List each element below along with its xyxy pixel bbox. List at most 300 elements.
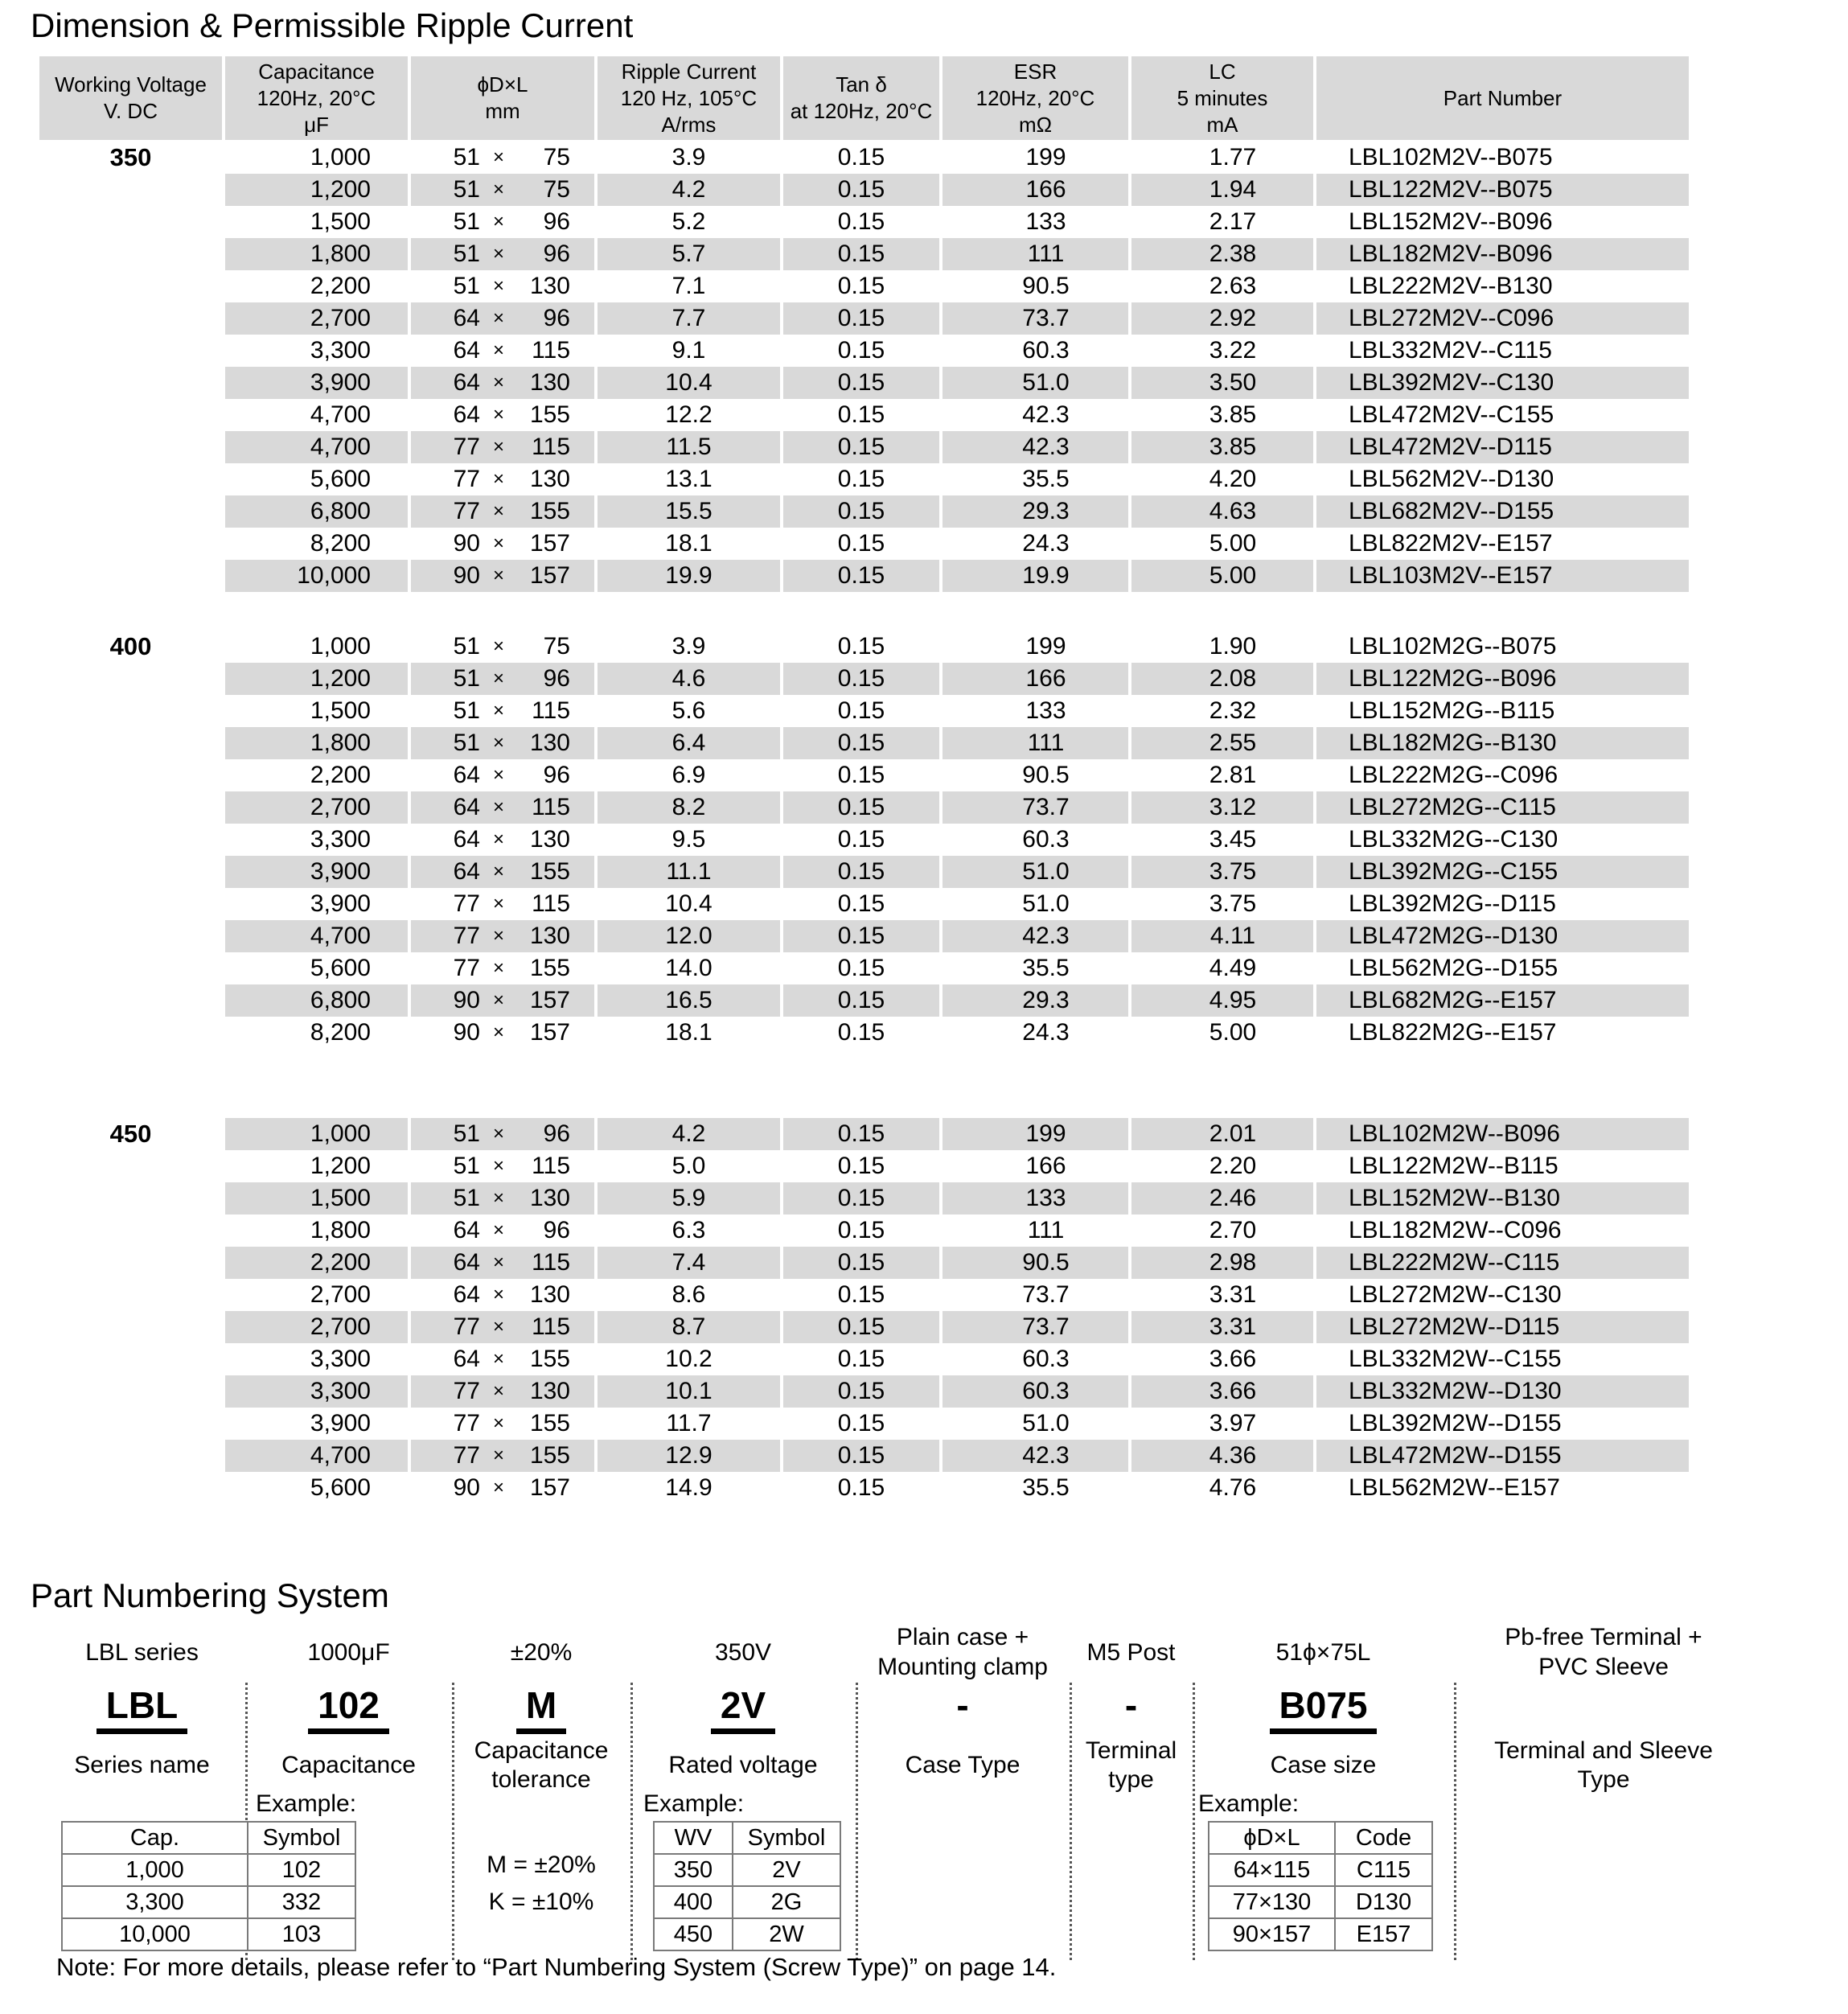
- dimension-length: 157: [529, 1019, 570, 1046]
- multiply-sign: ×: [492, 828, 504, 850]
- label-line: tolerance: [491, 1766, 591, 1793]
- cell-part-number: LBL472M2V--D115: [1316, 431, 1689, 463]
- cell-capacitance: 1,000: [310, 144, 371, 171]
- cell-part-number: LBL472M2G--D130: [1316, 920, 1689, 952]
- cell-capacitance: 1,800: [225, 238, 408, 270]
- pns-code-case-size: B075: [1270, 1683, 1378, 1734]
- pns-code-case-type: -: [956, 1684, 969, 1726]
- header-line: ESR: [1013, 59, 1057, 84]
- cell-capacitance: 3,900: [225, 856, 408, 888]
- example-label-case-size: Example:: [1198, 1790, 1300, 1817]
- cell-lc: 3.50: [1131, 367, 1313, 399]
- table-row: [39, 560, 1692, 592]
- cell-dimension: [411, 759, 594, 791]
- label-line: Rated voltage: [668, 1752, 818, 1778]
- mini-cell: 350: [654, 1854, 733, 1886]
- pns-example-terminal-sleeve-type: [1454, 1621, 1753, 1683]
- dimension-length: 115: [532, 794, 570, 820]
- table-row: [39, 663, 1692, 695]
- mini-row: [62, 1854, 355, 1886]
- dimension-length: 96: [543, 305, 570, 331]
- multiply-sign: ×: [492, 1348, 504, 1370]
- dotted-separator: [1454, 1683, 1456, 1960]
- mini-cell: 90×157: [1209, 1918, 1335, 1950]
- cell-ripple-current: 4.2: [598, 1118, 780, 1150]
- cell-dimension: [411, 920, 594, 952]
- cell-ripple-current: 10.1: [598, 1375, 780, 1408]
- table-row: [39, 174, 1692, 206]
- cell-esr: 133: [1025, 208, 1066, 235]
- pns-column-terminal-sleeve-type: [1454, 1621, 1753, 1794]
- table-row: [39, 463, 1692, 495]
- table-row: [39, 1279, 1692, 1311]
- cell-part-number: LBL332M2W--D130: [1316, 1375, 1689, 1408]
- dimension-diameter: 77: [453, 890, 480, 917]
- cell-lc: 2.32: [1209, 697, 1257, 724]
- cell-tan-delta: 0.15: [783, 856, 939, 888]
- table-row: [39, 759, 1692, 791]
- cell-part-number: LBL332M2W--C155: [1349, 1346, 1562, 1372]
- dimension-diameter: 51: [453, 1120, 480, 1147]
- cell-capacitance: 1,000: [225, 1118, 408, 1150]
- example-line: 350V: [714, 1638, 772, 1666]
- pns-label-series-name: [39, 1737, 245, 1794]
- cell-tan-delta: 0.15: [837, 1217, 885, 1243]
- cell-ripple-current: 7.4: [598, 1247, 780, 1279]
- cell-tan-delta: 0.15: [783, 367, 939, 399]
- dimension-diameter: 51: [453, 665, 480, 692]
- dimension-length: 115: [532, 1249, 570, 1276]
- pns-code-capacitance: 102: [308, 1683, 389, 1734]
- multiply-sign: ×: [492, 1219, 504, 1241]
- cell-dimension: [411, 335, 594, 367]
- dimension-length: 130: [529, 273, 570, 299]
- table-row: [39, 431, 1692, 463]
- cell-capacitance: 10,000: [225, 560, 408, 592]
- multiply-sign: ×: [492, 957, 504, 979]
- label-line: Type: [1577, 1766, 1630, 1793]
- cell-ripple-current: 12.9: [598, 1440, 780, 1472]
- table-row: [39, 1472, 1692, 1504]
- dimension-diameter: 64: [453, 762, 480, 788]
- cell-ripple-current: 5.0: [671, 1153, 706, 1179]
- cell-part-number: LBL562M2W--E157: [1349, 1474, 1560, 1501]
- dimension-length: 157: [529, 987, 570, 1013]
- multiply-sign: ×: [492, 1284, 504, 1305]
- cell-ripple-current: 15.5: [598, 495, 780, 528]
- cell-esr: 42.3: [942, 431, 1128, 463]
- cell-capacitance: 3,900: [310, 890, 371, 917]
- cell-ripple-current: 9.1: [671, 337, 706, 364]
- header-line: V. DC: [104, 99, 158, 123]
- mini-header-cell: Cap.: [62, 1822, 248, 1854]
- cell-part-number: LBL472M2W--D155: [1316, 1440, 1689, 1472]
- cell-working-voltage: [39, 1247, 222, 1279]
- cell-working-voltage: [39, 727, 222, 759]
- table-row: [39, 1440, 1692, 1472]
- mini-row: [1209, 1854, 1432, 1886]
- dimension-diameter: 51: [453, 208, 480, 235]
- dimension-length: 115: [532, 890, 570, 917]
- cell-ripple-current: 18.1: [665, 530, 713, 557]
- cell-lc: 4.63: [1131, 495, 1313, 528]
- cell-working-voltage: [39, 984, 222, 1017]
- pns-label-capacitance: [245, 1737, 452, 1794]
- mini-row: [654, 1918, 840, 1950]
- cell-ripple-current: 5.2: [671, 208, 706, 235]
- cell-tan-delta: 0.15: [837, 530, 885, 557]
- cell-working-voltage: [39, 431, 222, 463]
- cell-esr: 51.0: [942, 856, 1128, 888]
- dimension-length: 157: [529, 562, 570, 589]
- multiply-sign: ×: [492, 1445, 504, 1466]
- cell-capacitance: 6,800: [225, 495, 408, 528]
- pns-code-series-name: LBL: [97, 1683, 187, 1734]
- cell-ripple-current: 14.9: [665, 1474, 713, 1501]
- cell-ripple-current: 11.7: [666, 1410, 712, 1437]
- example-line: 1000μF: [307, 1638, 390, 1666]
- cell-dimension: [411, 856, 594, 888]
- cell-lc: 2.17: [1209, 208, 1257, 235]
- cell-working-voltage: [39, 952, 222, 984]
- cell-part-number: LBL152M2G--B115: [1349, 697, 1555, 724]
- pns-column-terminal-type: [1070, 1621, 1193, 1794]
- cell-lc: 2.81: [1209, 762, 1257, 788]
- mini-header-row: [62, 1822, 355, 1854]
- cell-tan-delta: 0.15: [783, 920, 939, 952]
- cell-working-voltage: 350: [109, 143, 152, 171]
- cell-dimension: [411, 238, 594, 270]
- multiply-sign: ×: [492, 1021, 504, 1043]
- cell-ripple-current: 8.7: [598, 1311, 780, 1343]
- cell-ripple-current: 11.1: [598, 856, 780, 888]
- dimension-length: 130: [529, 826, 570, 853]
- table-row: [39, 1215, 1692, 1247]
- dimension-length: 75: [543, 144, 570, 171]
- dimension-length: 75: [543, 176, 570, 203]
- multiply-sign: ×: [492, 339, 504, 361]
- cell-part-number: LBL152M2V--B096: [1349, 208, 1553, 235]
- dimension-length: 157: [529, 1474, 570, 1501]
- table-row: [39, 335, 1692, 367]
- cell-lc: 3.75: [1131, 856, 1313, 888]
- cell-lc: 4.36: [1131, 1440, 1313, 1472]
- mini-cell: C115: [1335, 1854, 1432, 1886]
- cell-part-number: LBL122M2W--B115: [1349, 1153, 1558, 1179]
- cell-working-voltage: [39, 560, 222, 592]
- cell-ripple-current: 5.7: [598, 238, 780, 270]
- mini-row: [62, 1918, 355, 1950]
- table-row: [39, 270, 1692, 302]
- cell-capacitance: 4,700: [225, 431, 408, 463]
- tolerance-line: K = ±10%: [488, 1889, 594, 1915]
- multiply-sign: ×: [492, 211, 504, 232]
- cell-lc: 4.95: [1131, 984, 1313, 1017]
- dotted-separator: [1070, 1683, 1072, 1960]
- cell-working-voltage: [39, 367, 222, 399]
- dimension-length: 130: [529, 466, 570, 492]
- example-label-capacitance: Example:: [256, 1790, 357, 1817]
- cell-esr: 60.3: [1022, 826, 1070, 853]
- cell-esr: 199: [942, 1118, 1128, 1150]
- cell-dimension: [411, 631, 594, 663]
- cell-part-number: LBL272M2V--C096: [1316, 302, 1689, 335]
- cell-esr: 133: [1025, 697, 1066, 724]
- dotted-separator: [630, 1683, 633, 1960]
- multiply-sign: ×: [492, 436, 504, 458]
- column-header-capacitance: [225, 56, 408, 140]
- cell-esr: 35.5: [1022, 1474, 1070, 1501]
- cell-lc: 5.00: [1209, 1019, 1257, 1046]
- cell-dimension: [411, 1182, 594, 1215]
- cell-dimension: [411, 560, 594, 592]
- table-row: [39, 1408, 1692, 1440]
- mini-cell: 400: [654, 1886, 733, 1918]
- cell-esr: 73.7: [942, 791, 1128, 824]
- cell-esr: 24.3: [1022, 1019, 1070, 1046]
- cell-esr: 111: [942, 238, 1128, 270]
- cell-lc: 4.76: [1209, 1474, 1257, 1501]
- column-header-ripple-current: [598, 56, 780, 140]
- dimension-diameter: 64: [453, 1281, 480, 1308]
- cell-part-number: LBL822M2G--E157: [1349, 1019, 1557, 1046]
- header-line: μF: [304, 112, 329, 137]
- pns-example-rated-voltage: [630, 1621, 856, 1683]
- mini-header-cell: Symbol: [248, 1822, 355, 1854]
- tolerance-line: M = ±20%: [487, 1852, 596, 1878]
- pns-label-case-type: [856, 1737, 1070, 1794]
- cell-dimension: [411, 1375, 594, 1408]
- cell-ripple-current: 3.9: [671, 144, 706, 171]
- cell-ripple-current: 6.3: [671, 1217, 706, 1243]
- table-row: [39, 631, 1692, 663]
- multiply-sign: ×: [492, 146, 504, 168]
- multiply-sign: ×: [492, 925, 504, 947]
- dimension-diameter: 64: [453, 337, 480, 364]
- cell-part-number: LBL472M2V--C155: [1349, 401, 1554, 428]
- cell-esr: 73.7: [1022, 1281, 1070, 1308]
- cell-capacitance: 2,200: [310, 273, 371, 299]
- cell-dimension: [411, 528, 594, 560]
- dimension-length: 96: [543, 762, 570, 788]
- cell-lc: 2.55: [1131, 727, 1313, 759]
- cell-dimension: [411, 206, 594, 238]
- column-header-esr: [942, 56, 1128, 140]
- cell-lc: 2.01: [1131, 1118, 1313, 1150]
- mini-row: [654, 1854, 840, 1886]
- dimension-diameter: 77: [453, 1442, 480, 1469]
- cell-lc: 2.38: [1131, 238, 1313, 270]
- cell-lc: 3.66: [1209, 1346, 1257, 1372]
- table-row: [39, 856, 1692, 888]
- cell-tan-delta: 0.15: [837, 762, 885, 788]
- cell-capacitance: 5,600: [310, 955, 371, 981]
- dotted-separator: [856, 1683, 858, 1960]
- dimension-diameter: 51: [453, 633, 480, 660]
- dimension-diameter: 64: [453, 858, 480, 885]
- cell-esr: 29.3: [942, 984, 1128, 1017]
- dimension-diameter: 64: [453, 369, 480, 396]
- pns-code-row: [1193, 1683, 1454, 1737]
- label-line: Terminal and Sleeve: [1494, 1737, 1713, 1764]
- multiply-sign: ×: [492, 275, 504, 297]
- multiply-sign: ×: [492, 796, 504, 818]
- cell-working-voltage: [39, 335, 222, 367]
- pns-code-row: [856, 1683, 1070, 1737]
- cell-tan-delta: 0.15: [837, 890, 885, 917]
- dimension-diameter: 77: [453, 1378, 480, 1404]
- voltage-example-table: [653, 1821, 841, 1951]
- cell-capacitance: 2,700: [225, 1311, 408, 1343]
- dimension-length: 155: [529, 1410, 570, 1437]
- dimension-diameter: 51: [453, 1153, 480, 1179]
- mini-row: [1209, 1918, 1432, 1950]
- cell-tan-delta: 0.15: [837, 955, 885, 981]
- cell-working-voltage: [39, 270, 222, 302]
- cell-lc: 2.08: [1131, 663, 1313, 695]
- cell-part-number: LBL682M2V--D155: [1316, 495, 1689, 528]
- table-row: [39, 528, 1692, 560]
- pns-code-row: [630, 1683, 856, 1737]
- cell-ripple-current: 19.9: [598, 560, 780, 592]
- dimension-length: 96: [543, 240, 570, 267]
- cell-ripple-current: 10.4: [665, 890, 713, 917]
- pns-example-case-type: [856, 1621, 1070, 1683]
- cell-dimension: [411, 302, 594, 335]
- cell-working-voltage: [39, 663, 222, 695]
- cell-tan-delta: 0.15: [783, 431, 939, 463]
- cell-tan-delta: 0.15: [837, 1281, 885, 1308]
- cell-working-voltage: 400: [109, 632, 152, 660]
- cell-esr: 42.3: [942, 920, 1128, 952]
- cell-working-voltage: [39, 1017, 222, 1049]
- cell-lc: 2.63: [1209, 273, 1257, 299]
- cell-working-voltage: [39, 1182, 222, 1215]
- cell-esr: 199: [1025, 633, 1066, 660]
- cell-lc: 1.90: [1209, 633, 1257, 660]
- dimension-length: 130: [529, 923, 570, 949]
- mini-cell: 2G: [733, 1886, 840, 1918]
- pns-label-rated-voltage: [630, 1737, 856, 1794]
- cell-lc: 4.11: [1131, 920, 1313, 952]
- cell-tan-delta: 0.15: [837, 1153, 885, 1179]
- cell-part-number: LBL222M2G--C096: [1349, 762, 1558, 788]
- table-row: [39, 142, 1692, 174]
- cell-esr: 35.5: [1022, 955, 1070, 981]
- cell-tan-delta: 0.15: [783, 1182, 939, 1215]
- table-row: [39, 1375, 1692, 1408]
- cell-tan-delta: 0.15: [837, 401, 885, 428]
- dimension-diameter: 51: [453, 730, 480, 756]
- cell-lc: 3.45: [1209, 826, 1257, 853]
- cell-dimension: [411, 1311, 594, 1343]
- table-row: [39, 399, 1692, 431]
- dimension-length: 155: [529, 1346, 570, 1372]
- cell-dimension: [411, 1247, 594, 1279]
- cell-capacitance: 3,300: [225, 1375, 408, 1408]
- cell-tan-delta: 0.15: [783, 1440, 939, 1472]
- cell-esr: 42.3: [942, 1440, 1128, 1472]
- cell-esr: 166: [942, 663, 1128, 695]
- cell-capacitance: 6,800: [225, 984, 408, 1017]
- table-row: [39, 302, 1692, 335]
- cell-tan-delta: 0.15: [783, 1311, 939, 1343]
- cell-part-number: LBL332M2G--C130: [1349, 826, 1558, 853]
- multiply-sign: ×: [492, 1316, 504, 1338]
- cell-esr: 42.3: [1022, 401, 1070, 428]
- cell-part-number: LBL122M2G--B096: [1316, 663, 1689, 695]
- tolerance-values: [452, 1847, 630, 1921]
- mini-cell: 10,000: [62, 1918, 248, 1950]
- cell-dimension: [411, 888, 594, 920]
- cell-esr: 90.5: [1022, 273, 1070, 299]
- cell-part-number: LBL392M2W--D155: [1349, 1410, 1562, 1437]
- cell-part-number: LBL102M2W--B096: [1316, 1118, 1689, 1150]
- mini-cell: E157: [1335, 1918, 1432, 1950]
- dimension-length: 115: [532, 697, 570, 724]
- cell-lc: 3.97: [1209, 1410, 1257, 1437]
- cell-dimension: [411, 1150, 594, 1182]
- header-line: Tan δ: [836, 72, 887, 97]
- multiply-sign: ×: [492, 700, 504, 721]
- cell-lc: 3.31: [1209, 1281, 1257, 1308]
- cell-esr: 111: [942, 727, 1128, 759]
- mini-cell: 3,300: [62, 1886, 248, 1918]
- pns-label-terminal-type: [1070, 1737, 1193, 1794]
- dimension-length: 130: [529, 1281, 570, 1308]
- cell-esr: 60.3: [1022, 1346, 1070, 1372]
- dimension-length: 155: [529, 858, 570, 885]
- mini-header-cell: Code: [1335, 1822, 1432, 1854]
- column-header-part-number: [1316, 56, 1689, 140]
- multiply-sign: ×: [492, 893, 504, 915]
- cell-capacitance: 2,200: [225, 1247, 408, 1279]
- table-row: [39, 695, 1692, 727]
- label-line: Terminal: [1085, 1737, 1177, 1764]
- pns-example-case-size: [1193, 1621, 1454, 1683]
- pns-label-case-size: [1193, 1737, 1454, 1794]
- header-line: ϕD×L: [477, 72, 528, 97]
- cell-dimension: [411, 952, 594, 984]
- pns-code-row: [1070, 1683, 1193, 1737]
- cell-working-voltage: [39, 759, 222, 791]
- header-line: 120 Hz, 105°C: [620, 85, 758, 110]
- dimension-diameter: 77: [453, 434, 480, 460]
- cell-capacitance: 1,000: [310, 633, 371, 660]
- cell-esr: 90.5: [1022, 762, 1070, 788]
- cell-working-voltage: [39, 399, 222, 431]
- header-line: A/rms: [661, 112, 717, 137]
- cell-lc: 2.46: [1131, 1182, 1313, 1215]
- dimension-diameter: 51: [453, 697, 480, 724]
- label-line: Case Type: [905, 1752, 1021, 1778]
- cell-ripple-current: 7.7: [598, 302, 780, 335]
- mini-header-row: [654, 1822, 840, 1854]
- cell-esr: 133: [942, 1182, 1128, 1215]
- cell-tan-delta: 0.15: [837, 633, 885, 660]
- cell-dimension: [411, 824, 594, 856]
- table-row: [39, 888, 1692, 920]
- cell-part-number: LBL392M2G--D115: [1349, 890, 1556, 917]
- cell-capacitance: 5,600: [310, 466, 371, 492]
- pns-code-row: [452, 1683, 630, 1737]
- column-header-working-voltage: [39, 56, 222, 140]
- cell-tan-delta: 0.15: [837, 273, 885, 299]
- cell-dimension: [411, 367, 594, 399]
- table-row: [39, 1182, 1692, 1215]
- pns-example-series-name: [39, 1621, 245, 1683]
- cell-dimension: [411, 431, 594, 463]
